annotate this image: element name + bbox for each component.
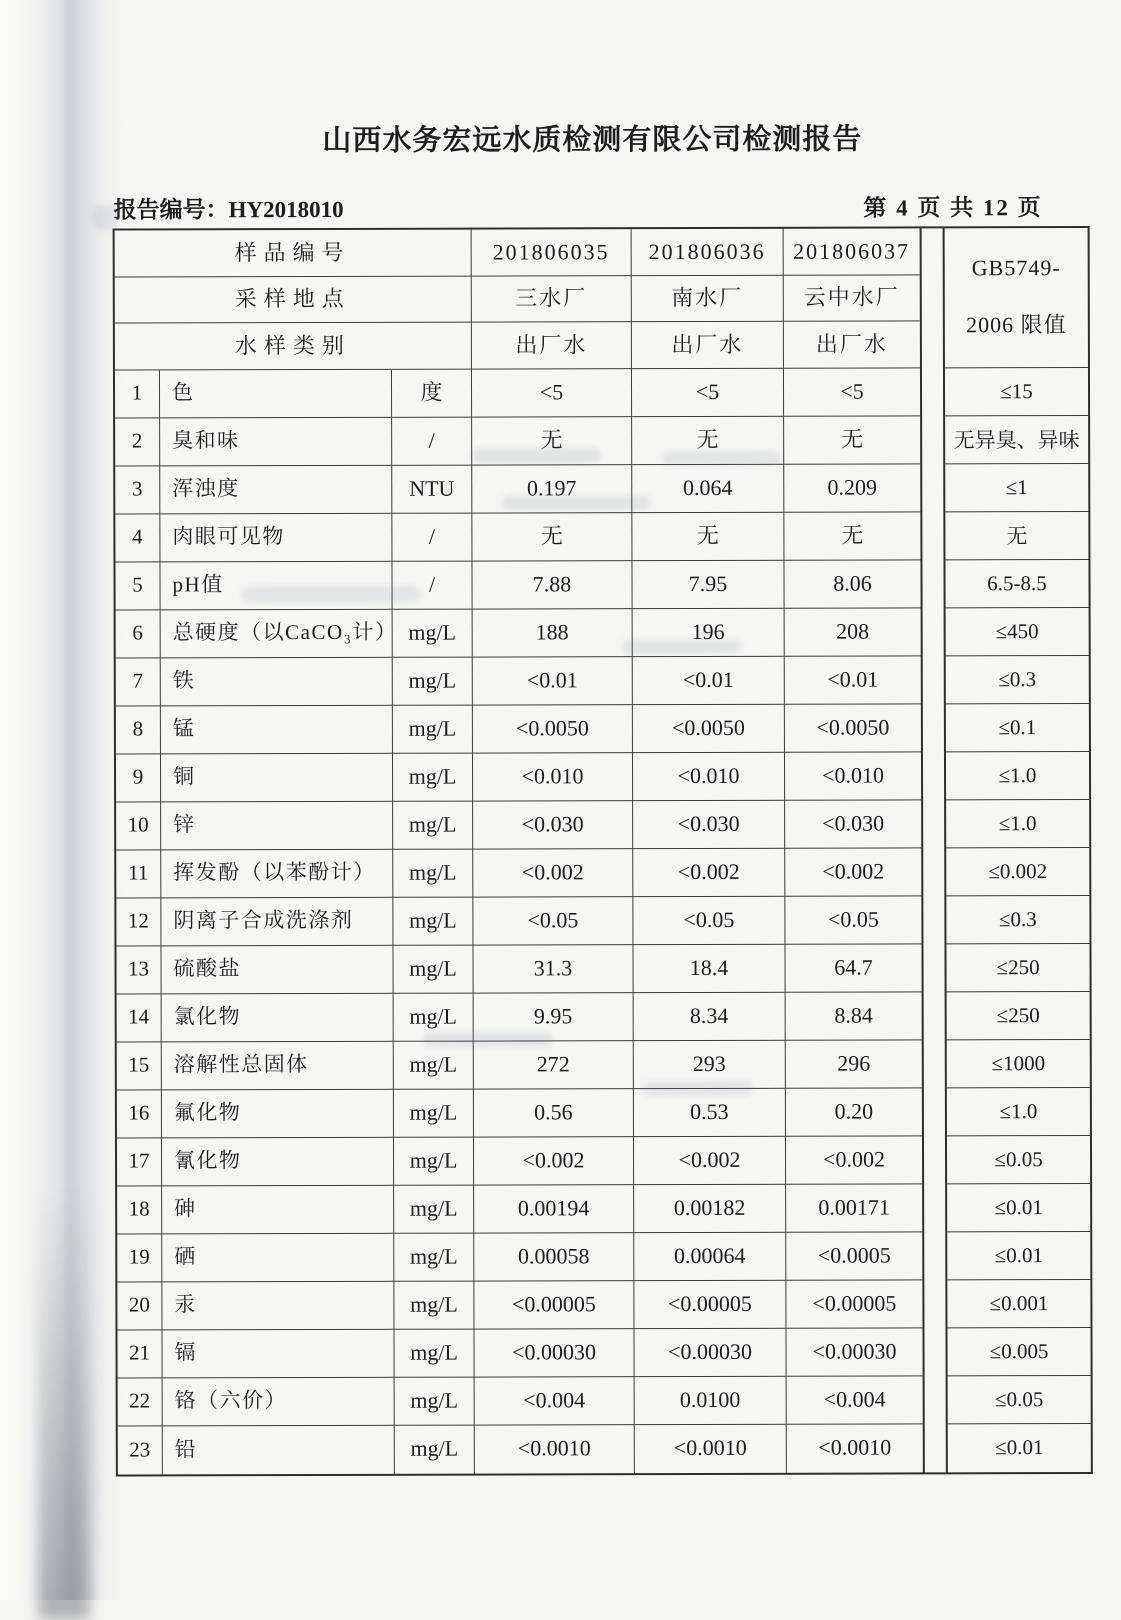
row-7-no: 7	[116, 658, 161, 706]
row-6-v1: 188	[473, 609, 633, 657]
row-21-v2: <0.00030	[634, 1328, 786, 1376]
page-indicator: 第 4 页 共 12 页	[863, 195, 1043, 221]
row-20-v2: <0.00005	[634, 1280, 786, 1328]
row-4-no: 4	[115, 514, 160, 562]
row-1-name: 色	[160, 369, 392, 418]
row-1-v2: <5	[632, 368, 784, 416]
row-17-limit: ≤0.05	[947, 1135, 1090, 1183]
row-7-v1: <0.01	[473, 657, 633, 705]
row-4-v2: 无	[632, 512, 784, 560]
row-15-v1: 272	[474, 1041, 634, 1089]
row-11-limit: ≤0.002	[946, 847, 1089, 895]
row-17-v3: <0.002	[786, 1136, 922, 1184]
row-23-name: 铅	[163, 1425, 395, 1474]
row-2-v2: 无	[632, 416, 784, 464]
row-6-name: 总硬度（以CaCO₃计）	[161, 609, 393, 658]
row-17-name: 氰化物	[162, 1137, 394, 1186]
row-4-v1: 无	[472, 513, 632, 561]
row-2-no: 2	[115, 418, 160, 466]
row-14-name: 氯化物	[162, 993, 394, 1042]
row-6-no: 6	[116, 610, 161, 658]
row-21-unit: mg/L	[394, 1329, 474, 1377]
row-22-name: 铬（六价）	[163, 1377, 395, 1426]
row-12-v2: <0.05	[633, 896, 785, 944]
type-1: 出厂水	[472, 322, 632, 369]
row-20-v1: <0.00005	[474, 1281, 634, 1329]
row-21-v1: <0.00030	[474, 1329, 634, 1377]
row-17-unit: mg/L	[394, 1137, 474, 1185]
row-14-v2: 8.34	[634, 992, 786, 1040]
row-10-v2: <0.030	[633, 800, 785, 848]
row-7-v2: <0.01	[633, 656, 785, 704]
row-9-v1: <0.010	[473, 753, 633, 801]
row-23-limit: ≤0.01	[995, 1435, 1044, 1460]
row-4-v3: 无	[784, 512, 920, 560]
limit-title-line1: GB5749-	[971, 255, 1061, 281]
row-10-name: 锌	[161, 801, 393, 850]
limit-values	[945, 367, 1091, 1471]
row-21-no: 21	[117, 1330, 162, 1378]
row-12-v3: <0.05	[785, 896, 921, 944]
row-16-limit: ≤1.0	[947, 1087, 1090, 1135]
row-17-v2: <0.002	[634, 1136, 786, 1184]
row-12-name: 阴离子合成洗涤剂	[161, 897, 393, 946]
row-1-v3: <5	[784, 368, 920, 416]
row-1-v1: <5	[472, 369, 632, 417]
row-11-no: 11	[116, 850, 161, 898]
row-5-limit: 6.5-8.5	[945, 559, 1088, 607]
row-2-unit: /	[392, 417, 472, 465]
row-11-v2: <0.002	[633, 848, 785, 896]
row-3-limit: ≤1	[945, 463, 1088, 511]
row-13-name: 硫酸盐	[161, 945, 393, 994]
row-22-v1: <0.004	[475, 1377, 635, 1425]
header-type-label: 水样类别	[115, 323, 472, 370]
limit-column-title	[945, 228, 1088, 368]
row-5-name: pH值	[160, 561, 392, 610]
row-2-name: 臭和味	[160, 417, 392, 466]
row-13-unit: mg/L	[393, 945, 473, 993]
row-9-v3: <0.010	[785, 752, 921, 800]
row-18-v2: 0.00182	[634, 1184, 786, 1232]
row-1-limit: ≤15	[945, 367, 1088, 415]
row-2-v1: 无	[472, 417, 632, 465]
row-19-limit: ≤0.01	[947, 1231, 1090, 1279]
row-13-v3: 64.7	[785, 944, 921, 992]
header-sample-id-label: 样品编号	[115, 230, 472, 277]
row-12-unit: mg/L	[393, 897, 473, 945]
row-3-v2: 0.064	[632, 464, 784, 512]
row-7-v3: <0.01	[785, 656, 921, 704]
row-20-unit: mg/L	[394, 1281, 474, 1329]
row-17-no: 17	[117, 1138, 162, 1186]
row-8-limit: ≤0.1	[946, 703, 1089, 751]
row-3-name: 浑浊度	[160, 465, 392, 514]
row-19-name: 硒	[162, 1233, 394, 1282]
row-9-unit: mg/L	[393, 753, 473, 801]
sample-id-3: 201806037	[784, 228, 920, 275]
row-23-v3: <0.0010	[818, 1434, 892, 1461]
limit-column	[943, 226, 1093, 1474]
row-23-unit: mg/L	[395, 1425, 475, 1473]
site-3: 云中水厂	[784, 275, 920, 322]
row-19-v3: <0.0005	[786, 1232, 922, 1280]
results-table	[113, 226, 1093, 1476]
row-18-v3: 0.00171	[786, 1184, 922, 1232]
row-20-limit: ≤0.001	[947, 1279, 1090, 1327]
row-22-v2: 0.0100	[635, 1376, 787, 1424]
row-14-limit: ≤250	[947, 991, 1090, 1039]
site-1: 三水厂	[472, 276, 632, 323]
row-16-v1: 0.56	[474, 1089, 634, 1137]
row-23-no: 23	[118, 1426, 163, 1474]
sample-id-2: 201806036	[632, 229, 784, 276]
row-12-v1: <0.05	[473, 897, 633, 945]
row-2-v3: 无	[784, 416, 920, 464]
row-18-limit: ≤0.01	[947, 1183, 1090, 1231]
row-16-name: 氟化物	[162, 1089, 394, 1138]
row-8-unit: mg/L	[393, 705, 473, 753]
row-3-unit: NTU	[392, 465, 472, 513]
row-3-v1: 0.197	[472, 465, 632, 513]
row-8-v1: <0.0050	[473, 705, 633, 753]
row-12-no: 12	[116, 898, 161, 946]
row-13-no: 13	[116, 946, 161, 994]
row-5-no: 5	[115, 562, 160, 610]
row-1-no: 1	[115, 370, 160, 418]
row-23-v1: <0.0010	[475, 1425, 635, 1473]
row-5-v1: 7.88	[472, 561, 632, 609]
row-11-v1: <0.002	[473, 849, 633, 897]
row-8-v2: <0.0050	[633, 704, 785, 752]
row-10-v1: <0.030	[473, 801, 633, 849]
row-1-unit: 度	[392, 369, 472, 417]
row-15-unit: mg/L	[394, 1041, 474, 1089]
header-site-label: 采样地点	[115, 276, 472, 323]
row-12-limit: ≤0.3	[946, 895, 1089, 943]
row-18-v1: 0.00194	[474, 1185, 634, 1233]
row-20-name: 汞	[162, 1281, 394, 1330]
site-2: 南水厂	[632, 275, 784, 322]
row-3-v3: 0.209	[784, 464, 920, 512]
row-15-limit: ≤1000	[947, 1039, 1090, 1087]
report-number: 报告编号：HY2018010	[113, 196, 344, 223]
row-8-no: 8	[116, 706, 161, 754]
row-14-v1: 9.95	[474, 993, 634, 1041]
row-14-v3: 8.84	[786, 992, 922, 1040]
row-5-v2: 7.95	[632, 560, 784, 608]
row-10-unit: mg/L	[393, 801, 473, 849]
row-3-no: 3	[115, 466, 160, 514]
row-17-v1: <0.002	[474, 1137, 634, 1185]
row-16-v3: 0.20	[786, 1088, 922, 1136]
row-10-no: 10	[116, 802, 161, 850]
row-13-limit: ≤250	[946, 943, 1089, 991]
row-9-name: 铜	[161, 753, 393, 802]
report-subheader	[114, 189, 1043, 224]
row-9-limit: ≤1.0	[946, 751, 1089, 799]
row-20-v3: <0.00005	[786, 1280, 922, 1328]
row-8-name: 锰	[161, 705, 393, 754]
row-7-name: 铁	[161, 657, 393, 706]
row-21-v3: <0.00030	[786, 1328, 922, 1376]
row-2-limit: 无异臭、异味	[945, 415, 1088, 463]
row-13-v1: 31.3	[473, 945, 633, 993]
row-16-v2: 0.53	[634, 1088, 786, 1136]
row-6-v3: 208	[785, 608, 921, 656]
row-14-no: 14	[117, 994, 162, 1042]
row-18-name: 砷	[162, 1185, 394, 1234]
row-9-no: 9	[116, 754, 161, 802]
row-15-v2: 293	[634, 1040, 786, 1088]
row-22-no: 22	[118, 1378, 163, 1426]
row-10-limit: ≤1.0	[946, 799, 1089, 847]
report-title: 山西水务宏远水质检测有限公司检测报告	[322, 123, 863, 157]
row-11-unit: mg/L	[393, 849, 473, 897]
row-21-limit: ≤0.005	[947, 1327, 1090, 1375]
row-9-v2: <0.010	[633, 752, 785, 800]
row-22-v3: <0.004	[787, 1376, 923, 1424]
row-20-no: 20	[117, 1282, 162, 1330]
results-table-main	[113, 226, 925, 1476]
row-10-v3: <0.030	[785, 800, 921, 848]
row-21-name: 镉	[162, 1329, 394, 1378]
row-18-no: 18	[117, 1186, 162, 1234]
row-6-unit: mg/L	[393, 609, 473, 657]
row-11-v3: <0.002	[785, 848, 921, 896]
row-7-unit: mg/L	[393, 657, 473, 705]
row-8-v3: <0.0050	[785, 704, 921, 752]
row-18-unit: mg/L	[394, 1185, 474, 1233]
row-6-limit: ≤450	[946, 607, 1089, 655]
row-5-unit: /	[392, 561, 472, 609]
row-7-limit: ≤0.3	[946, 655, 1089, 703]
limit-title-line2: 2006 限值	[966, 312, 1067, 338]
type-3: 出厂水	[784, 321, 920, 368]
row-15-name: 溶解性总固体	[162, 1041, 394, 1090]
row-14-unit: mg/L	[394, 993, 474, 1041]
row-5-v3: 8.06	[784, 560, 920, 608]
row-16-unit: mg/L	[394, 1089, 474, 1137]
row-19-v1: 0.00058	[474, 1233, 634, 1281]
row-22-unit: mg/L	[395, 1377, 475, 1425]
type-2: 出厂水	[632, 322, 784, 369]
row-19-unit: mg/L	[394, 1233, 474, 1281]
row-15-no: 15	[117, 1042, 162, 1090]
row-23-v2: <0.0010	[635, 1424, 787, 1472]
row-11-name: 挥发酚（以苯酚计）	[161, 849, 393, 898]
row-16-no: 16	[117, 1090, 162, 1138]
row-6-v2: 196	[633, 608, 785, 656]
row-19-v2: 0.00064	[634, 1232, 786, 1280]
sample-id-1: 201806035	[472, 229, 632, 276]
row-19-no: 19	[117, 1234, 162, 1282]
row-4-name: 肉眼可见物	[160, 513, 392, 562]
row-22-limit: ≤0.05	[948, 1375, 1091, 1423]
row-4-unit: /	[392, 513, 472, 561]
row-13-v2: 18.4	[633, 944, 785, 992]
row-4-limit: 无	[945, 511, 1088, 559]
row-15-v3: 296	[786, 1040, 922, 1088]
